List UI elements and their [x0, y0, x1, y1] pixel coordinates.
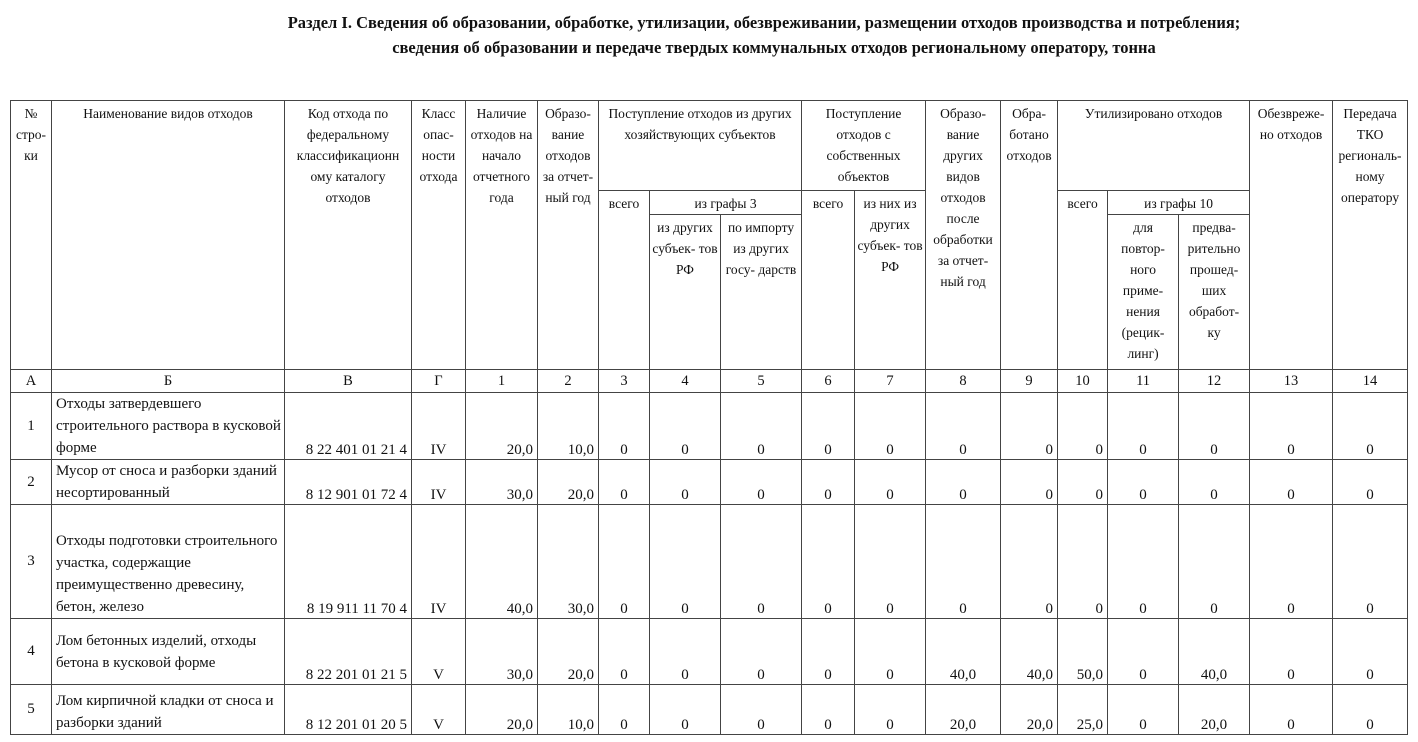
- cell-value: 0: [802, 393, 855, 460]
- header-from-other-rf: из других субъек- тов РФ: [650, 215, 721, 370]
- cell-value: 0: [1001, 393, 1058, 460]
- table-row: [11, 685, 1408, 735]
- header-own-other-rf: из них из других субъек- тов РФ: [855, 191, 926, 370]
- cell-value: 0: [802, 685, 855, 735]
- cell-value: 0: [855, 393, 926, 460]
- table-row: [11, 619, 1408, 685]
- cell-value: 0: [599, 460, 650, 505]
- column-label: 13: [1250, 370, 1333, 393]
- cell-value: 0: [1179, 505, 1250, 619]
- waste-name: Отходы подготовки строительного участка, содержащие преимущественно древесину, бетон, железо: [52, 505, 285, 619]
- header-tko: Передача ТКО региональ- ному оператору: [1333, 101, 1408, 370]
- hazard-class: IV: [412, 505, 466, 619]
- header-utilized: Утилизировано отходов: [1058, 101, 1250, 191]
- cell-value: 0: [855, 460, 926, 505]
- waste-code: 8 22 401 01 21 4: [285, 393, 412, 460]
- column-label: 7: [855, 370, 926, 393]
- column-label: 1: [466, 370, 538, 393]
- cell-value: 0: [650, 619, 721, 685]
- column-label: 3: [599, 370, 650, 393]
- column-label: 8: [926, 370, 1001, 393]
- waste-code: 8 19 911 11 70 4: [285, 505, 412, 619]
- hazard-class: IV: [412, 460, 466, 505]
- cell-value: 0: [1250, 619, 1333, 685]
- header-formed-other: Образо- вание других видов отходов после обработки за отчет- ный год: [926, 101, 1001, 370]
- waste-name: Мусор от сноса и разборки зданий несортированный: [52, 460, 285, 505]
- column-label: В: [285, 370, 412, 393]
- section-title-line-1: Раздел I. Сведения об образовании, обработке, утилизации, обезвреживании, размещении отходов производства и потребления;: [287, 13, 1241, 32]
- header-received-other: Поступление отходов из других хозяйствующих субъектов: [599, 101, 802, 191]
- cell-value: 40,0: [926, 619, 1001, 685]
- cell-value: 0: [650, 393, 721, 460]
- cell-value: 20,0: [1001, 685, 1058, 735]
- cell-value: 20,0: [1179, 685, 1250, 735]
- row-number: 3: [11, 505, 52, 619]
- cell-value: 0: [1108, 460, 1179, 505]
- cell-value: 0: [802, 460, 855, 505]
- cell-value: 40,0: [466, 505, 538, 619]
- cell-value: 20,0: [926, 685, 1001, 735]
- header-of-col3: из графы 3: [650, 191, 802, 215]
- column-label: 5: [721, 370, 802, 393]
- cell-value: 20,0: [466, 393, 538, 460]
- cell-value: 0: [1058, 393, 1108, 460]
- cell-value: 30,0: [466, 460, 538, 505]
- header-received-total: всего: [599, 191, 650, 370]
- cell-value: 0: [1250, 393, 1333, 460]
- cell-value: 40,0: [1179, 619, 1250, 685]
- cell-value: 25,0: [1058, 685, 1108, 735]
- cell-value: 0: [650, 460, 721, 505]
- cell-value: 0: [1333, 619, 1408, 685]
- cell-value: 0: [1108, 505, 1179, 619]
- column-label: А: [11, 370, 52, 393]
- table-row: [11, 460, 1408, 505]
- column-label: 11: [1108, 370, 1179, 393]
- section-title: [0, 10, 1418, 60]
- cell-value: 0: [650, 505, 721, 619]
- cell-value: 20,0: [538, 460, 599, 505]
- column-label: Б: [52, 370, 285, 393]
- row-number: 2: [11, 460, 52, 505]
- cell-value: 40,0: [1001, 619, 1058, 685]
- cell-value: 10,0: [538, 393, 599, 460]
- cell-value: 0: [1108, 393, 1179, 460]
- column-labels-row: [11, 370, 1408, 393]
- cell-value: 50,0: [1058, 619, 1108, 685]
- cell-value: 30,0: [538, 505, 599, 619]
- table-row: [11, 393, 1408, 460]
- hazard-class: V: [412, 685, 466, 735]
- column-label: 12: [1179, 370, 1250, 393]
- cell-value: 0: [1179, 393, 1250, 460]
- row-number: 4: [11, 619, 52, 685]
- cell-value: 0: [855, 685, 926, 735]
- cell-value: 0: [599, 619, 650, 685]
- header-neutralized: Обезвреже- но отходов: [1250, 101, 1333, 370]
- cell-value: 0: [1333, 460, 1408, 505]
- column-label: 2: [538, 370, 599, 393]
- header-waste-name: Наименование видов отходов: [52, 101, 285, 370]
- cell-value: 0: [1108, 685, 1179, 735]
- cell-value: 0: [1108, 619, 1179, 685]
- cell-value: 0: [650, 685, 721, 735]
- column-label: 6: [802, 370, 855, 393]
- header-utilized-total: всего: [1058, 191, 1108, 370]
- column-label: 9: [1001, 370, 1058, 393]
- cell-value: 0: [802, 619, 855, 685]
- cell-value: 0: [1250, 505, 1333, 619]
- header-processed: Обра- ботано отходов: [1001, 101, 1058, 370]
- header-formed: Образо- вание отходов за отчет- ный год: [538, 101, 599, 370]
- cell-value: 20,0: [538, 619, 599, 685]
- cell-value: 0: [926, 393, 1001, 460]
- cell-value: 0: [721, 619, 802, 685]
- header-reuse: для повтор- ного приме- нения (рецик- линг): [1108, 215, 1179, 370]
- cell-value: 0: [926, 460, 1001, 505]
- waste-table: [10, 100, 1408, 735]
- row-number: 5: [11, 685, 52, 735]
- header-waste-code: Код отхода по федеральному классификационн ому каталогу отходов: [285, 101, 412, 370]
- cell-value: 0: [599, 393, 650, 460]
- cell-value: 0: [1001, 505, 1058, 619]
- cell-value: 0: [599, 505, 650, 619]
- cell-value: 0: [721, 393, 802, 460]
- section-title-line-2: сведения об образовании и передаче твердых коммунальных отходов региональному оператору, тонна: [392, 38, 1156, 57]
- cell-value: 0: [802, 505, 855, 619]
- header-hazard-class: Класс опас- ности отхода: [412, 101, 466, 370]
- cell-value: 0: [1179, 460, 1250, 505]
- cell-value: 0: [1001, 460, 1058, 505]
- cell-value: 0: [926, 505, 1001, 619]
- header-row-number: № стро- ки: [11, 101, 52, 370]
- header-received-own: Поступление отходов с собственных объектов: [802, 101, 926, 191]
- cell-value: 0: [1058, 460, 1108, 505]
- table-row: [11, 505, 1408, 619]
- cell-value: 0: [721, 460, 802, 505]
- cell-value: 0: [721, 505, 802, 619]
- cell-value: 30,0: [466, 619, 538, 685]
- row-number: 1: [11, 393, 52, 460]
- header-pretreated: предва- рительно прошед- ших обработ- ку: [1179, 215, 1250, 370]
- cell-value: 0: [1250, 460, 1333, 505]
- column-label: 14: [1333, 370, 1408, 393]
- waste-code: 8 12 901 01 72 4: [285, 460, 412, 505]
- header-start-balance: Наличие отходов на начало отчетного года: [466, 101, 538, 370]
- header-import: по импорту из других госу- дарств: [721, 215, 802, 370]
- column-label: 4: [650, 370, 721, 393]
- header-own-total: всего: [802, 191, 855, 370]
- column-label: 10: [1058, 370, 1108, 393]
- waste-name: Лом кирпичной кладки от сноса и разборки зданий: [52, 685, 285, 735]
- cell-value: 20,0: [466, 685, 538, 735]
- waste-name: Отходы затвердевшего строительного раствора в кусковой форме: [52, 393, 285, 460]
- cell-value: 0: [1250, 685, 1333, 735]
- cell-value: 0: [855, 619, 926, 685]
- cell-value: 0: [855, 505, 926, 619]
- cell-value: 0: [1058, 505, 1108, 619]
- cell-value: 0: [599, 685, 650, 735]
- column-label: Г: [412, 370, 466, 393]
- waste-name: Лом бетонных изделий, отходы бетона в кусковой форме: [52, 619, 285, 685]
- cell-value: 0: [721, 685, 802, 735]
- cell-value: 0: [1333, 685, 1408, 735]
- hazard-class: IV: [412, 393, 466, 460]
- cell-value: 10,0: [538, 685, 599, 735]
- cell-value: 0: [1333, 393, 1408, 460]
- hazard-class: V: [412, 619, 466, 685]
- header-of-col10: из графы 10: [1108, 191, 1250, 215]
- waste-code: 8 12 201 01 20 5: [285, 685, 412, 735]
- waste-code: 8 22 201 01 21 5: [285, 619, 412, 685]
- cell-value: 0: [1333, 505, 1408, 619]
